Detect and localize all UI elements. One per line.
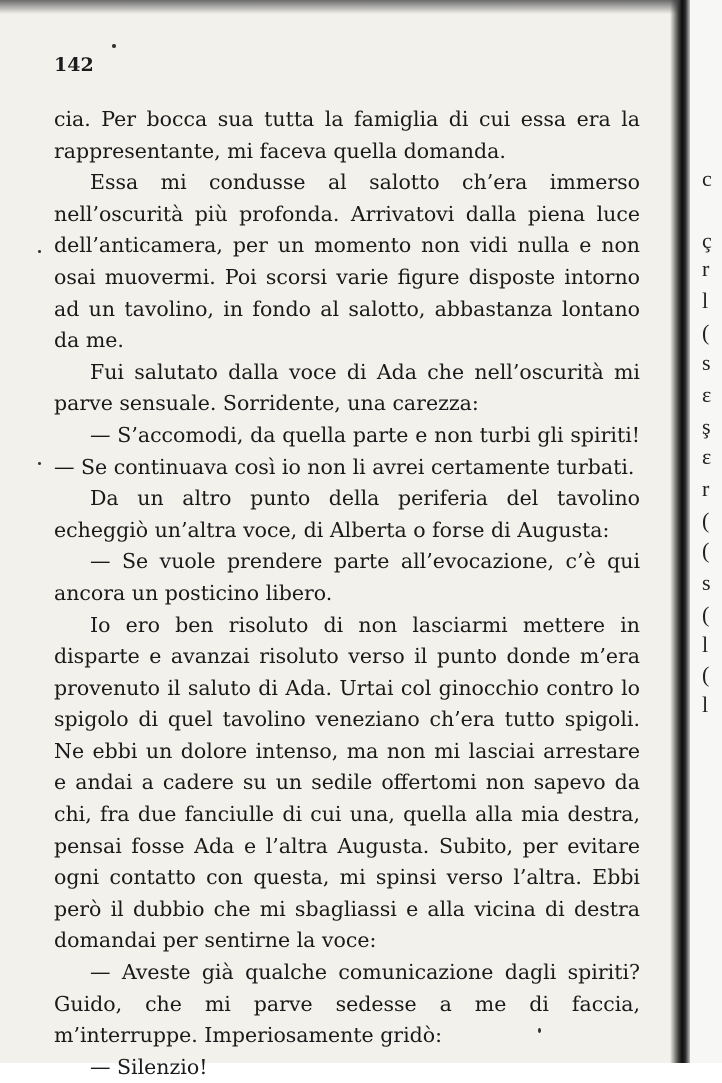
paragraph: Fui salutato dalla voce di Ada che nell’oscurità mi parve sensuale. Sorridente, una carezza: (54, 359, 640, 416)
next-page-edge (690, 0, 722, 1063)
paragraph: Essa mi condusse al salotto ch’era immerso nell’oscurità più profonda. Arrivatovi dalla piena luce dell’anticamera, per un momento non vidi nulla e non osai muovermi. Poi scorsi varie figure disposte intorno ad un tavolino, in fondo al salotto, abbastanza lontano da me. (54, 170, 640, 353)
edge-letter: ( (702, 602, 710, 627)
edge-letter: c (702, 166, 712, 191)
print-speck (112, 44, 116, 48)
body-text (54, 104, 640, 1083)
paragraph-continuation: cia. Per bocca sua tutta la famiglia di cui essa era la rappresentante, mi faceva quella domanda. (54, 107, 640, 163)
edge-letter: r (702, 476, 710, 501)
print-speck (38, 250, 41, 253)
edge-letter: ş (702, 414, 711, 439)
edge-letter: s (702, 570, 711, 595)
edge-letter: l (702, 288, 709, 313)
page-number: 142 (54, 54, 94, 76)
print-speck (38, 462, 41, 465)
dialogue-paragraph: — Aveste già qualche comunicazione dagli spiriti? Guido, che mi parve sedesse a me di faccia, m’interruppe. Imperiosamente gridò: (54, 960, 640, 1048)
edge-letter: s (702, 350, 711, 375)
paragraph: Io ero ben risoluto di non lasciarmi mettere in disparte e avanzai risoluto verso il punto donde m’era provenuto il saluto di Ada. Urtai col ginocchio contro lo spigolo di quel tavolino veneziano ch’era tutto spigoli. Ne ebbi un dolore intenso, ma non mi lasciai arrestare e andai a cadere su un sedile offertomi non sapevo da chi, fra due fanciulle di cui una, quella alla mia destra, pensai fosse Ada e l’altra Augusta. Subito, per evitare ogni contatto con questa, mi spinsi verso l’altra. Ebbi però il dubbio che mi sbagliassi e alla vicina di destra domandai per sentirne la voce: (54, 612, 640, 953)
edge-letter: r (702, 256, 710, 281)
book-gutter (670, 0, 692, 1063)
print-speck (538, 1028, 541, 1033)
dialogue-paragraph: — Se vuole prendere parte all’evocazione, c’è qui ancora un posticino libero. (54, 549, 640, 605)
dialogue-paragraph: — S’accomodi, da quella parte e non turbi gli spiriti! — Se continuava così io non li avrei certamente turbati. (54, 422, 640, 479)
edge-letter: ( (702, 320, 710, 345)
edge-letter: ε (702, 444, 712, 469)
edge-letter: ε (702, 382, 712, 407)
dialogue-paragraph: — Silenzio! (90, 1054, 208, 1079)
edge-letter: ç (702, 228, 712, 253)
edge-letter: l (702, 632, 709, 657)
edge-letter: l (702, 692, 709, 717)
edge-letter: ( (702, 508, 710, 533)
edge-letter: ( (702, 538, 710, 563)
page-top-shadow (0, 0, 682, 14)
paragraph: Da un altro punto della periferia del tavolino echeggiò un’altra voce, di Alberta o forse di Augusta: (54, 486, 640, 542)
edge-letter: ( (702, 662, 710, 687)
